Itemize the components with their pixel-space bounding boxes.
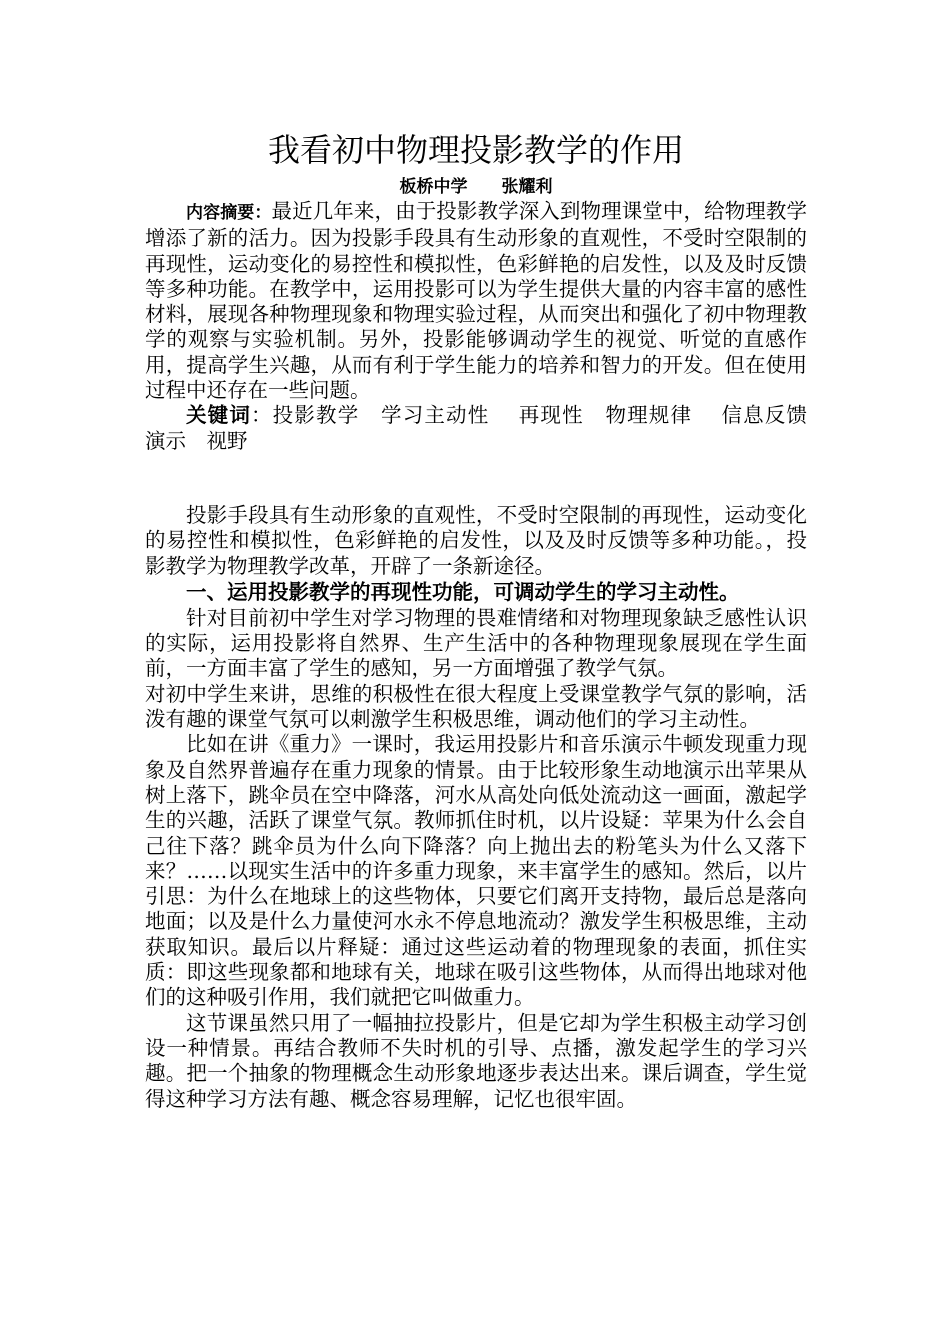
document-title: 我看初中物理投影教学的作用 bbox=[267, 131, 684, 169]
abstract-text: 最近几年来，由于投影教学深入到物理课堂中，给物理教学增添了新的活力。因为投影手段具有生动形象的直观性，不受时空限制的再现性，运动变化的易控性和模拟性，色彩鲜艳的启发性，以及及时反馈等多种功能。在教学中，运用投影可以为学生提供大量的内容丰富的感性材料，展现各种物理现象和物理实验过程，从而突出和强化了初中物理教学的观察与实验机制。另外，投影能够调动学生的视觉、听觉的直感作用，提高学生兴趣，从而有利于学生能力的培养和智力的开发。但在使用过程中还存在一些问题。 bbox=[145, 199, 807, 403]
keywords-label: 关键词 bbox=[186, 403, 252, 428]
section-heading: 一、运用投影教学的再现性功能，可调动学生的学习主动性。 bbox=[186, 579, 740, 604]
abstract-paragraph bbox=[145, 199, 807, 403]
section-spacer bbox=[145, 454, 807, 503]
body-paragraph-2: 对初中学生来讲，思维的积极性在很大程度上受课堂教学气氛的影响，活泼有趣的课堂气氛可以刺激学生积极思维，调动他们的学习主动性。 bbox=[145, 681, 807, 732]
body-paragraph-4: 这节课虽然只用了一幅抽拉投影片，但是它却为学生积极主动学习创设一种情景。再结合教师不失时机的引导、点播，激发起学生的学习兴趣。把一个抽象的物理概念生动形象地逐步表达出来。课后调查，学生觉得这种学习方法有趣、概念容易理解，记忆也很牢固。 bbox=[145, 1010, 807, 1111]
document-body bbox=[145, 125, 828, 1112]
keywords-paragraph bbox=[145, 403, 828, 454]
keywords-text: ：投影教学 学习主动性 再现性 物理规律 信息反馈 演示 视野 bbox=[145, 403, 828, 453]
body-paragraph-3: 比如在讲《重力》一课时，我运用投影片和音乐演示牛顿发现重力现象及自然界普遍存在重力现象的情景。由于比较形象生动地演示出苹果从树上落下，跳伞员在空中降落，河水从高处向低处流动这一画面，激起学生的兴趣，活跃了课堂气氛。教师抓住时机，以片设疑：苹果为什么会自己往下落？跳伞员为什么向下降落？向上抛出去的粉笔头为什么又落下来？……以现实生活中的许多重力现象，来丰富学生的感知。然后，以片引思：为什么在地球上的这些物体，只要它们离开支持物，最后总是落向地面；以及是什么力量使河水永不停息地流动？激发学生积极思维，主动获取知识。最后以片释疑：通过这些运动着的物理现象的表面，抓住实质：即这些现象都和地球有关，地球在吸引这些物体，从而得出地球对他们的这种吸引作用，我们就把它叫做重力。 bbox=[145, 732, 807, 1010]
author-byline: 板桥中学 张耀利 bbox=[399, 177, 553, 197]
abstract-label: 内容摘要： bbox=[186, 203, 272, 223]
body-paragraph-1: 针对目前初中学生对学习物理的畏难情绪和对物理现象缺乏感性认识的实际，运用投影将自然界、生产生活中的各种物理现象展现在学生面前，一方面丰富了学生的感知，另一方面增强了教学气氛。 bbox=[145, 605, 807, 681]
intro-paragraph: 投影手段具有生动形象的直观性，不受时空限制的再现性，运动变化的易控性和模拟性，色彩鲜艳的启发性，以及及时反馈等多种功能。，投影教学为物理教学改革，开辟了一条新途径。 bbox=[145, 502, 807, 578]
